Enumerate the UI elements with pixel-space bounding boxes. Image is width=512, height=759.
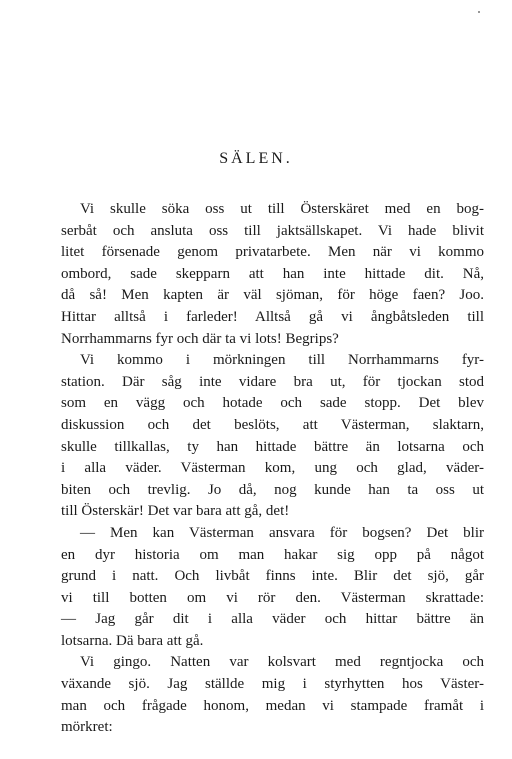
text-line: växande sjö. Jag ställde mig i styrhytten hos Väster- [61, 676, 484, 693]
text-line: station. Där såg inte vidare bra ut, för tjockan stod [61, 373, 484, 390]
text-line: serbåt och ansluta oss till jaktsällskapet. Vi hade blivit [61, 222, 484, 239]
text-line: man och frågade honom, medan vi stampade framåt i [61, 697, 484, 714]
body-text [61, 199, 484, 739]
text-line: biten och trevlig. Jo då, nog kunde han ta oss ut [61, 481, 484, 498]
text-line: grund i natt. Och livbåt finns inte. Blir det sjö, går [61, 568, 484, 585]
text-line: då så! Men kapten är väl sjöman, för höge faen? Joo. [61, 287, 484, 304]
text-line: till Österskär! Det var bara att gå, det! [61, 503, 290, 520]
text-line: — Men kan Västerman ansvara för bogsen? Det blir [80, 524, 484, 541]
text-line: skulle tillkallas, ty han hittade bättre än lotsarna och [61, 438, 484, 455]
text-line: vi till botten om vi rör den. Västerman skrattade: [61, 589, 484, 606]
text-line: Hittar alltså i farleder! Alltså gå vi ångbåtsleden till [61, 308, 484, 325]
text-line: Vi gingo. Natten var kolsvart med regntjocka och [80, 654, 484, 671]
text-line: som en vägg och hotade och sade stopp. Det blev [61, 395, 484, 412]
text-line: mörkret: [61, 719, 113, 736]
text-line: litet försenade genom privatarbete. Men när vi kommo [61, 244, 484, 261]
text-line: ombord, sade skepparn att han inte hittade dit. Nå, [61, 265, 484, 282]
chapter-title: SÄLEN. [219, 150, 293, 167]
text-line: en dyr historia om man hakar sig opp på något [61, 546, 484, 563]
ink-speck [478, 11, 480, 13]
text-line: lotsarna. Dä bara att gå. [61, 632, 204, 649]
text-line: diskussion och det beslöts, att Västerman, slaktarn, [61, 416, 484, 433]
text-line: — Jag går dit i alla väder och hittar bättre än [61, 611, 484, 628]
text-line: Vi kommo i mörkningen till Norrhammarns fyr- [80, 352, 484, 369]
text-line: Norrhammarns fyr och där ta vi lots! Begrips? [61, 330, 339, 347]
text-line: Vi skulle söka oss ut till Österskäret med en bog- [80, 201, 484, 217]
text-line: i alla väder. Västerman kom, ung och glad, väder- [61, 460, 484, 477]
